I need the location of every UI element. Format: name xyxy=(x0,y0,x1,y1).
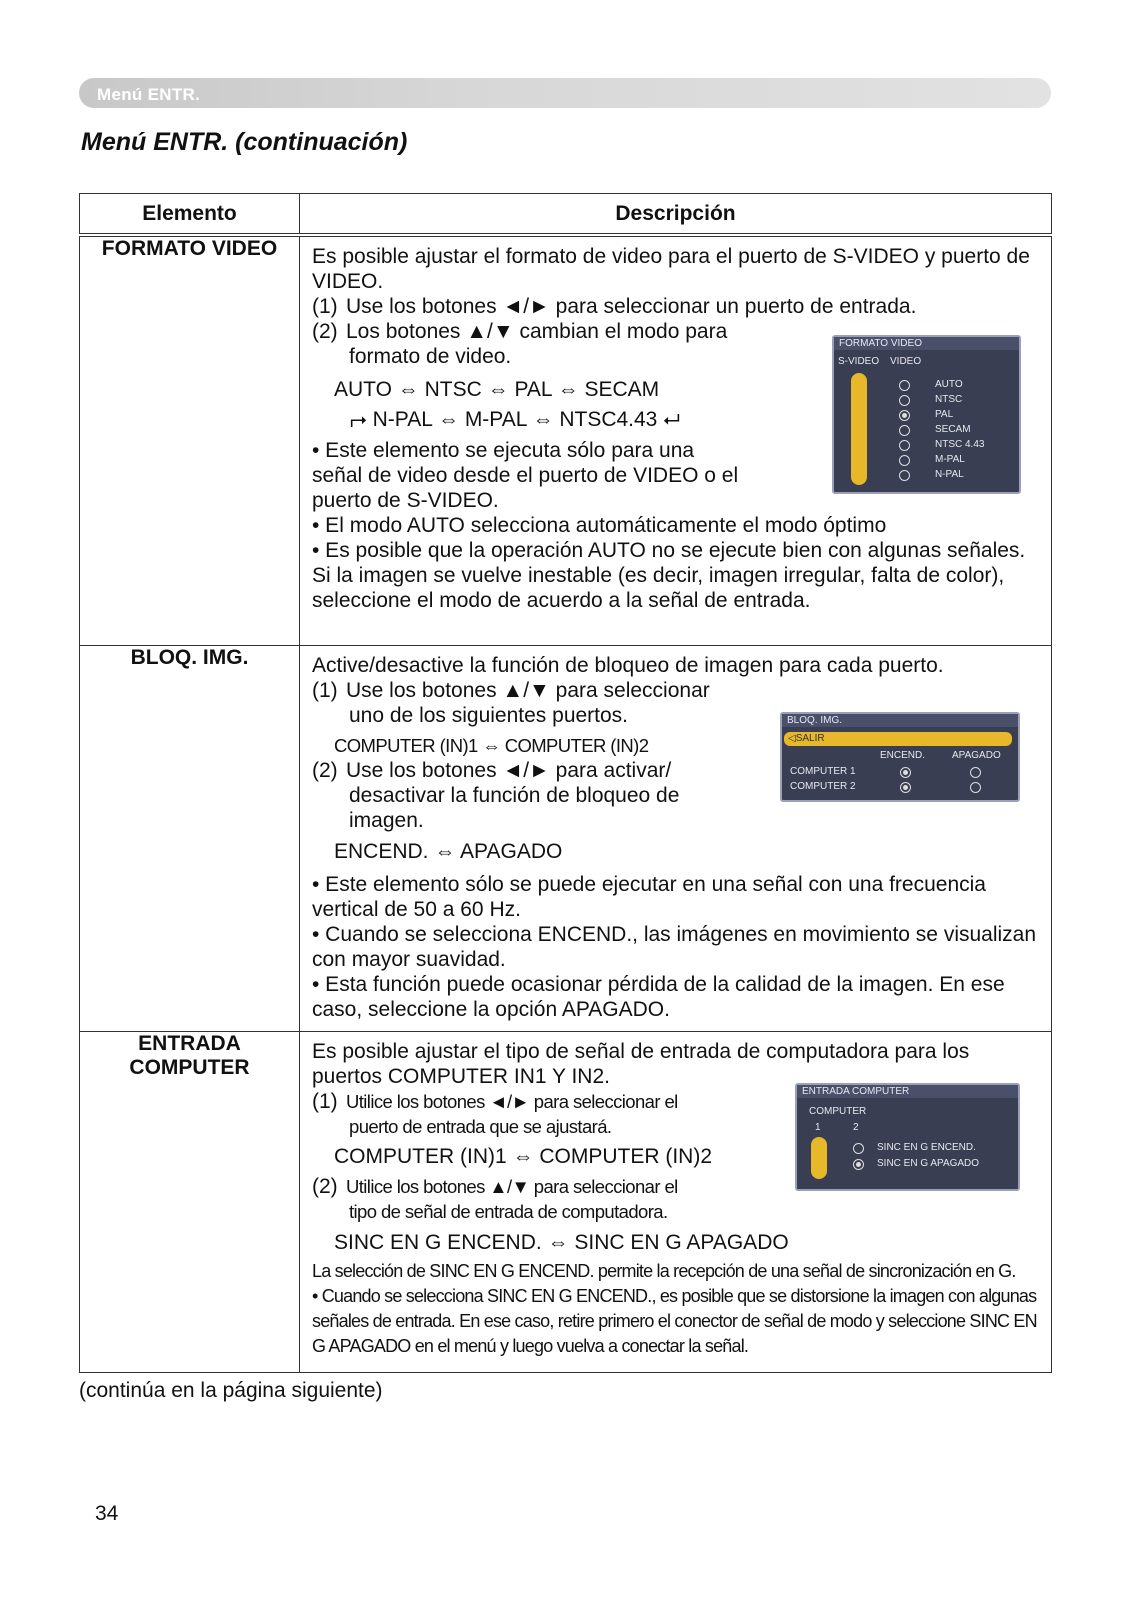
radio-icon xyxy=(899,425,910,436)
continuation-note: (continúa en la página siguiente) xyxy=(79,1379,383,1402)
step-text-cont: puerto de entrada que se ajustará. xyxy=(349,1115,612,1137)
bullet: • Cuando se selecciona ENCEND., las imágenes en movimiento se visualizan con mayor suavidad. xyxy=(312,922,1037,971)
step-text: Use los botones ▲/▼ para seleccionar xyxy=(346,678,710,702)
radio-icon xyxy=(899,395,910,406)
step-number: (1) xyxy=(312,1089,338,1113)
osd-row: COMPUTER 2 xyxy=(790,780,856,792)
step-1 xyxy=(312,678,1041,703)
bullet: • El modo AUTO selecciona automáticamente el modo óptimo xyxy=(312,514,887,537)
section-header-bar xyxy=(79,78,1051,108)
port-sequence: COMPUTER (IN)1 ⇔ COMPUTER (IN)2 xyxy=(334,1144,712,1168)
bullet-cont: puerto de S-VIDEO. xyxy=(312,489,499,512)
osd-option: AUTO xyxy=(935,379,963,390)
desc-intro: Active/desactive la función de bloqueo de imagen para cada puerto. xyxy=(312,653,944,677)
slider-knob-icon xyxy=(811,1137,827,1179)
osd-col-1: 1 xyxy=(815,1121,821,1133)
radio-selected-icon xyxy=(900,782,911,793)
osd-bloq-img xyxy=(780,712,1020,802)
step-text: Use los botones ◄/► para activar/ xyxy=(346,758,672,782)
radio-icon xyxy=(899,380,910,391)
step-text-cont: uno de los siguientes puertos. xyxy=(349,703,629,727)
menu-table xyxy=(79,193,1052,1373)
desc-intro: Es posible ajustar el formato de video para el puerto de S-VIDEO y puerto de VIDEO. xyxy=(312,245,1030,293)
radio-icon xyxy=(970,767,981,778)
description-entrada-computer xyxy=(300,1031,1052,1372)
table-row xyxy=(80,1031,1052,1372)
step-1 xyxy=(312,294,1041,319)
radio-icon xyxy=(899,470,910,481)
step-text-cont: tipo de señal de entrada de computadora. xyxy=(349,1200,668,1222)
osd-option: NTSC 4.43 xyxy=(935,439,985,450)
item-formato-video: FORMATO VIDEO xyxy=(80,235,300,645)
note: La selección de SINC EN G ENCEND. permite la recepción de una señal de sincronización en G. xyxy=(312,1260,1016,1281)
osd-title: BLOQ. IMG. xyxy=(782,714,1018,727)
bullet: • Esta función puede ocasionar pérdida de la calidad de la imagen. En ese caso, seleccione la opción APAGADO. xyxy=(312,972,1005,1021)
osd-col-on: ENCEND. xyxy=(880,749,926,761)
step-text: Los botones ▲/▼ cambian el modo para xyxy=(346,320,728,343)
osd-option: SINC EN G APAGADO xyxy=(877,1157,980,1169)
step-number: (1) xyxy=(312,678,338,702)
osd-formato-video xyxy=(832,335,1021,494)
desc-intro: Es posible ajustar el tipo de señal de entrada de computadora para los puertos COMPUTER IN1 Y IN2. xyxy=(312,1039,970,1088)
step-text-cont: imagen. xyxy=(349,808,424,832)
radio-selected-icon xyxy=(853,1159,864,1170)
step-text: Utilice los botones ◄/► para seleccionar el xyxy=(346,1090,678,1112)
osd-option: M-PAL xyxy=(935,454,965,465)
radio-selected-icon xyxy=(899,410,910,421)
step-text-cont: desactivar la función de bloqueo de xyxy=(349,783,680,807)
osd-col-off: APAGADO xyxy=(952,749,1001,761)
column-header-item: Elemento xyxy=(80,194,300,236)
bullet: • Este elemento sólo se puede ejecutar en una señal con una frecuencia vertical de 50 a 60 Hz. xyxy=(312,872,986,921)
bullet: • Cuando se selecciona SINC EN G ENCEND., es posible que se distorsione la imagen con algunas señales de entrada. En ese caso, retire primero el conector de señal de modo y seleccione SINC EN G APAGADO en el menú y luego vuelva a conectar la señal. xyxy=(312,1285,1037,1356)
osd-title: ENTRADA COMPUTER xyxy=(797,1085,1018,1098)
table-row xyxy=(80,235,1052,645)
bullet: • Es posible que la operación AUTO no se ejecute bien con algunas señales. Si la imagen se vuelve inestable (es decir, imagen irregular, falta de color), seleccione el modo de acuerdo a la señal de entrada. xyxy=(312,539,1026,612)
radio-icon xyxy=(970,782,981,793)
step-number: (2) xyxy=(312,320,338,343)
item-bloq-img: BLOQ. IMG. xyxy=(80,645,300,1031)
column-header-description: Descripción xyxy=(300,194,1052,236)
table-header-row xyxy=(80,194,1052,236)
mode-sequence-1: AUTO ⇔ NTSC ⇔ PAL ⇔ SECAM xyxy=(334,378,660,401)
item-line: COMPUTER xyxy=(129,1055,250,1079)
bullet: • Este elemento se ejecuta sólo para una xyxy=(312,439,695,462)
port-sequence: COMPUTER (IN)1 ⇔ COMPUTER (IN)2 xyxy=(334,734,649,756)
radio-icon xyxy=(899,455,910,466)
osd-exit-item: ◁SALIR xyxy=(784,732,1012,746)
step-text: Use los botones ◄/► para seleccionar un puerto de entrada. xyxy=(346,295,917,318)
osd-col-2: 2 xyxy=(853,1121,859,1133)
osd-row: COMPUTER 1 xyxy=(790,765,856,777)
radio-icon xyxy=(899,440,910,451)
page-title: Menú ENTR. (continuación) xyxy=(81,128,408,156)
table-row xyxy=(80,645,1052,1031)
osd-option: SINC EN G ENCEND. xyxy=(877,1141,976,1153)
page-number: 34 xyxy=(95,1502,119,1525)
osd-option: N-PAL xyxy=(935,469,964,480)
section-label: Menú ENTR. xyxy=(97,85,201,104)
osd-subtitle: COMPUTER xyxy=(809,1105,867,1117)
osd-option: SECAM xyxy=(935,424,971,435)
osd-option: PAL xyxy=(935,409,954,420)
step-number: (2) xyxy=(312,758,338,782)
mode-sequence-2: ⮣ N-PAL ⇔ M-PAL ⇔ NTSC4.43 ⮠ xyxy=(350,408,680,431)
step-text-cont: formato de video. xyxy=(349,345,512,368)
bullet-cont: señal de video desde el puerto de VIDEO o el xyxy=(312,464,739,487)
step-number: (1) xyxy=(312,295,338,318)
osd-title: FORMATO VIDEO xyxy=(834,337,1019,350)
description-bloq-img xyxy=(300,645,1052,1031)
item-entrada-computer xyxy=(80,1031,300,1372)
radio-selected-icon xyxy=(900,767,911,778)
step-number: (2) xyxy=(312,1174,338,1198)
slider-knob-icon xyxy=(851,373,867,485)
step-text: Utilice los botones ▲/▼ para seleccionar el xyxy=(346,1175,678,1197)
osd-col-svideo: S-VIDEO xyxy=(838,356,880,367)
osd-entrada-computer xyxy=(795,1083,1020,1191)
item-line: ENTRADA xyxy=(138,1031,241,1055)
osd-option: NTSC xyxy=(935,394,963,405)
radio-icon xyxy=(853,1143,864,1154)
description-formato-video xyxy=(300,235,1052,645)
mode-sequence: ENCEND. ⇔ APAGADO xyxy=(334,839,563,863)
mode-sequence: SINC EN G ENCEND. ⇔ SINC EN G APAGADO xyxy=(334,1230,789,1254)
osd-col-video: VIDEO xyxy=(890,356,922,367)
